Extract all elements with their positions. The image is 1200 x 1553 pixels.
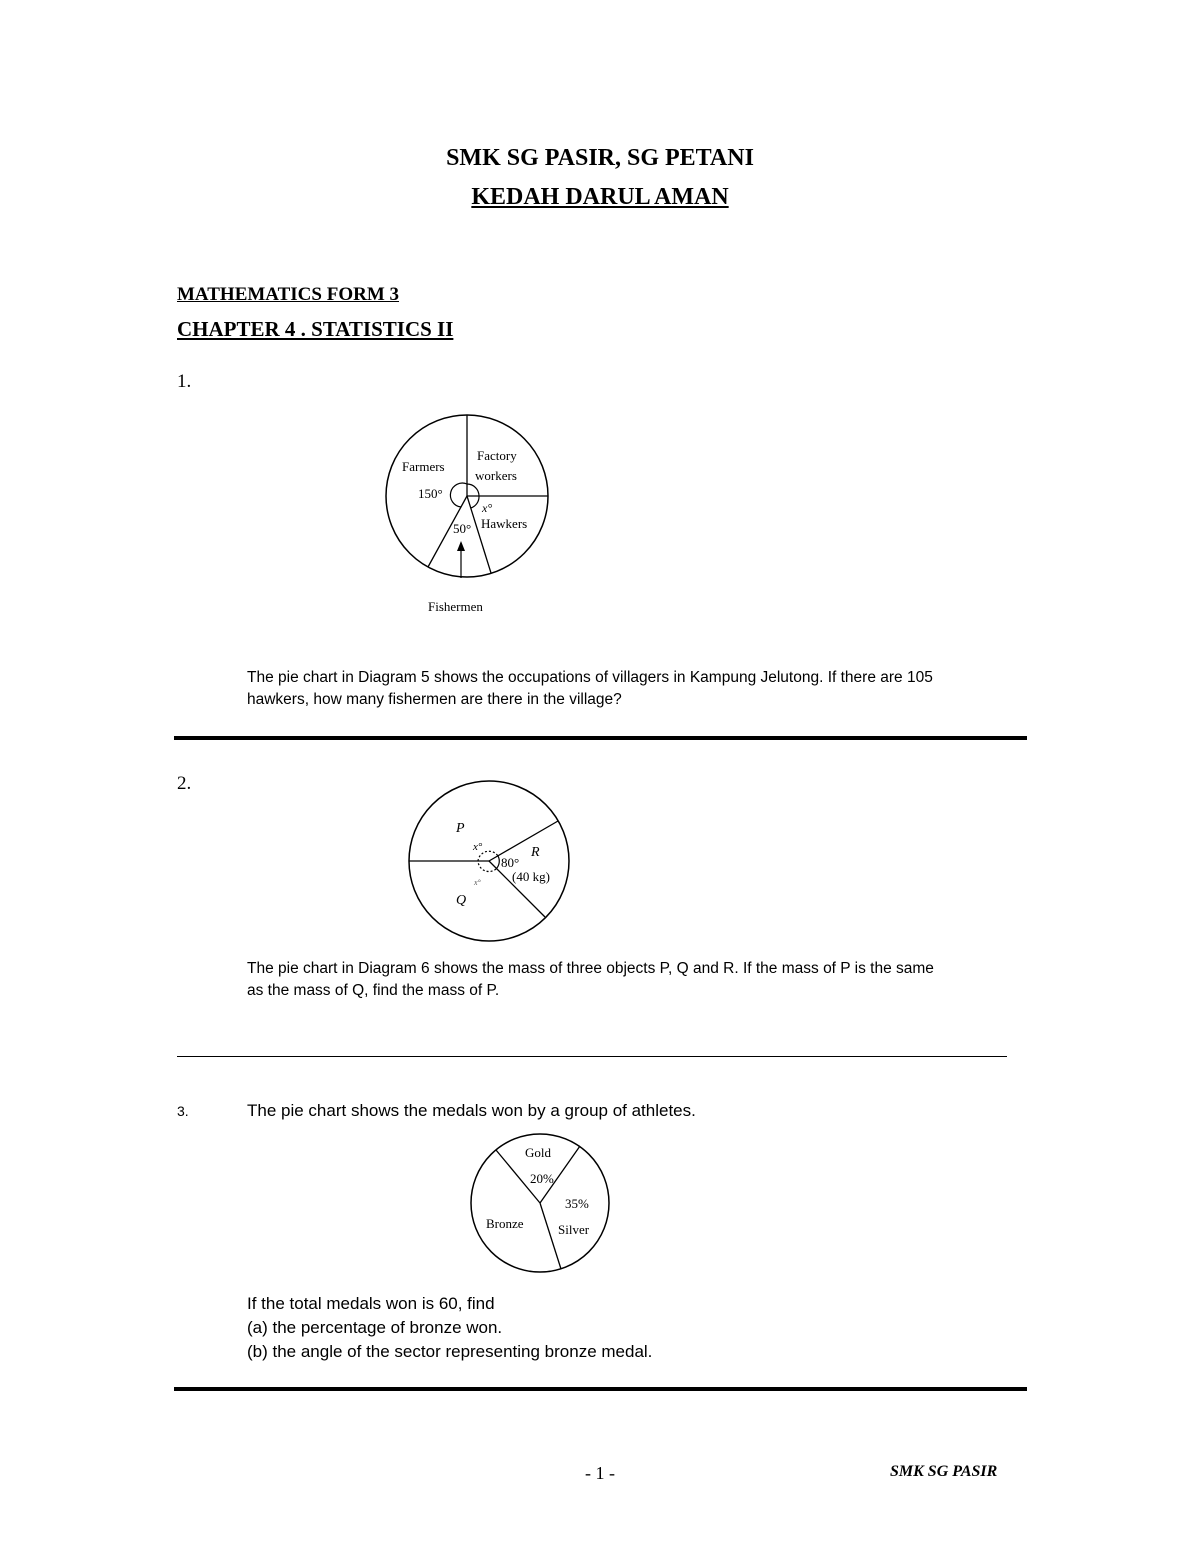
footer-school: SMK SG PASIR	[890, 1463, 998, 1480]
question-2-text	[247, 958, 934, 1002]
fishermen-arrow-head	[457, 541, 465, 551]
x-angle-small-label: x°	[474, 878, 481, 887]
question-1-text-line-1: The pie chart in Diagram 5 shows the occupations of villagers in Kampung Jelutong. If there are 105	[247, 669, 933, 686]
angle-arc	[478, 861, 496, 872]
bronze-label: Bronze	[486, 1216, 524, 1231]
state-title: KEDAH DARUL AMAN	[471, 184, 729, 210]
fishermen-angle-label: 50°	[453, 521, 472, 536]
x-angle-label: x°	[473, 841, 483, 853]
angle-arc	[471, 496, 479, 508]
question-2-number: 2.	[177, 773, 192, 794]
question-1-number: 1.	[177, 371, 192, 392]
question-3-intro: The pie chart shows the medals won by a group of athletes.	[247, 1101, 696, 1120]
farmers-label: Farmers	[402, 459, 445, 474]
gold-percent-label: 20%	[530, 1171, 554, 1186]
question-3-number: 3.	[177, 1103, 189, 1119]
question-3-text-line-1: If the total medals won is 60, find	[247, 1294, 495, 1313]
chapter-heading: CHAPTER 4 . STATISTICS II	[177, 317, 454, 341]
silver-label: Silver	[558, 1222, 590, 1237]
question-3-text-line-2: (a) the percentage of bronze won.	[247, 1318, 503, 1337]
subject-heading: MATHEMATICS FORM 3	[177, 284, 400, 305]
r-angle-label: 80°	[501, 855, 520, 870]
sector-line	[489, 821, 558, 861]
question-2-text-line-1: The pie chart in Diagram 6 shows the mass of three objects P, Q and R. If the mass of P is the same	[247, 960, 934, 977]
question-3-text-line-3: (b) the angle of the sector representing bronze medal.	[247, 1342, 653, 1361]
diagram-5-pie-chart	[370, 405, 570, 625]
angle-arc	[467, 484, 479, 496]
question-1-text	[247, 667, 933, 711]
section-divider	[174, 1387, 1027, 1391]
section-divider	[177, 1056, 1007, 1057]
farmers-angle-label: 150°	[418, 486, 443, 501]
angle-arc	[496, 856, 499, 869]
fishermen-label: Fishermen	[428, 599, 483, 614]
r-mass-label: (40 kg)	[512, 869, 550, 884]
silver-percent-label: 35%	[565, 1196, 589, 1211]
school-title: SMK SG PASIR, SG PETANI	[446, 145, 754, 171]
q-label: Q	[456, 893, 467, 908]
question-2-text-line-2: as the mass of Q, find the mass of P.	[247, 982, 500, 999]
question-3-text	[247, 1292, 652, 1364]
factory-label-line2: workers	[475, 468, 517, 483]
angle-arc	[450, 483, 467, 507]
hawkers-label: Hawkers	[481, 516, 528, 531]
medals-pie-chart	[460, 1130, 620, 1275]
diagram-6-pie-chart	[395, 770, 585, 950]
r-label: R	[531, 845, 540, 860]
x-angle-label: x°	[482, 501, 493, 515]
section-divider	[174, 736, 1027, 740]
p-label: P	[456, 821, 465, 836]
gold-label: Gold	[525, 1145, 551, 1160]
factory-label-line1: Factory	[477, 448, 517, 463]
question-1-text-line-2: hawkers, how many fishermen are there in the village?	[247, 691, 622, 708]
page-number: - 1 -	[585, 1463, 615, 1483]
